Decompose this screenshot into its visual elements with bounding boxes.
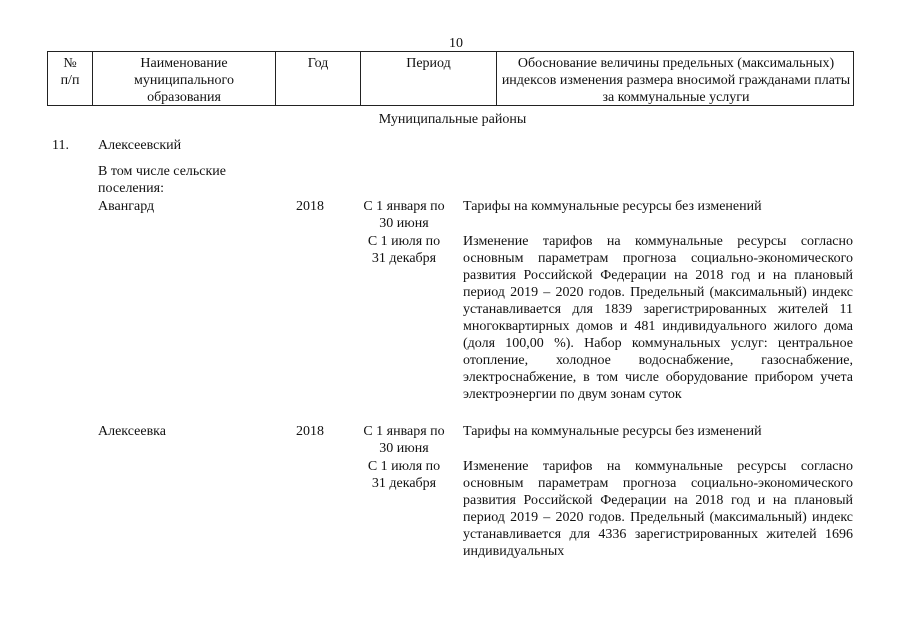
subheading: В том числе сельские поселения:	[98, 164, 227, 196]
header-municipality-column: Наименование муниципального образования	[93, 52, 276, 105]
section-title: Муниципальные районы	[378, 112, 527, 127]
description-second-half: Изменение тарифов на коммунальные ресурсы согласно основным параметрам прогноза социально-экономического развития Российской Федерации на 2018 год и на плановый период 2019 – 2020 годов. Предельный (максимальный) индекс устанавливается для 1839 зарегистрированных жителей 11 многоквартирных домов и 481 индивидуального жилого дома (доля 100,00 %). Набор коммунальных услуг: центральное отопление, холодное водоснабжение, газоснабжение, электроснабжение, в том числе оборудование прибором учета электроэнергии по двум зонам суток	[463, 234, 853, 402]
settlement-name: Алексеевка	[98, 424, 166, 439]
page-number: 10	[449, 36, 463, 51]
settlement-year: 2018	[296, 424, 324, 439]
header-year-column: Год	[276, 52, 361, 105]
period-second-half: С 1 июля по 31 декабря	[367, 459, 441, 491]
settlement-name: Авангард	[98, 199, 155, 214]
header-number-column: № п/п	[48, 52, 93, 105]
table-header	[47, 51, 854, 106]
description-second-half: Изменение тарифов на коммунальные ресурсы согласно основным параметрам прогноза социально-экономического развития Российской Федерации на 2018 год и на плановый период 2019 – 2020 годов. Предельный (максимальный) индекс устанавливается для 4336 зарегистрированных жителей 1696 индивидуальных	[463, 459, 853, 559]
district-name: Алексеевский	[98, 138, 182, 153]
description-first-half: Тарифы на коммунальные ресурсы без изменений	[463, 199, 762, 214]
settlement-year: 2018	[296, 199, 324, 214]
header-justification-column: Обоснование величины предельных (максимальных) индексов изменения размера вносимой гражданами платы за коммунальные услуги	[501, 56, 851, 105]
description-first-half: Тарифы на коммунальные ресурсы без изменений	[463, 424, 762, 439]
period-first-half: С 1 января по 30 июня	[363, 199, 445, 231]
period-second-half: С 1 июля по 31 декабря	[367, 234, 441, 266]
header-period-column: Период	[361, 52, 497, 105]
period-first-half: С 1 января по 30 июня	[363, 424, 445, 456]
district-number: 11.	[52, 138, 69, 153]
